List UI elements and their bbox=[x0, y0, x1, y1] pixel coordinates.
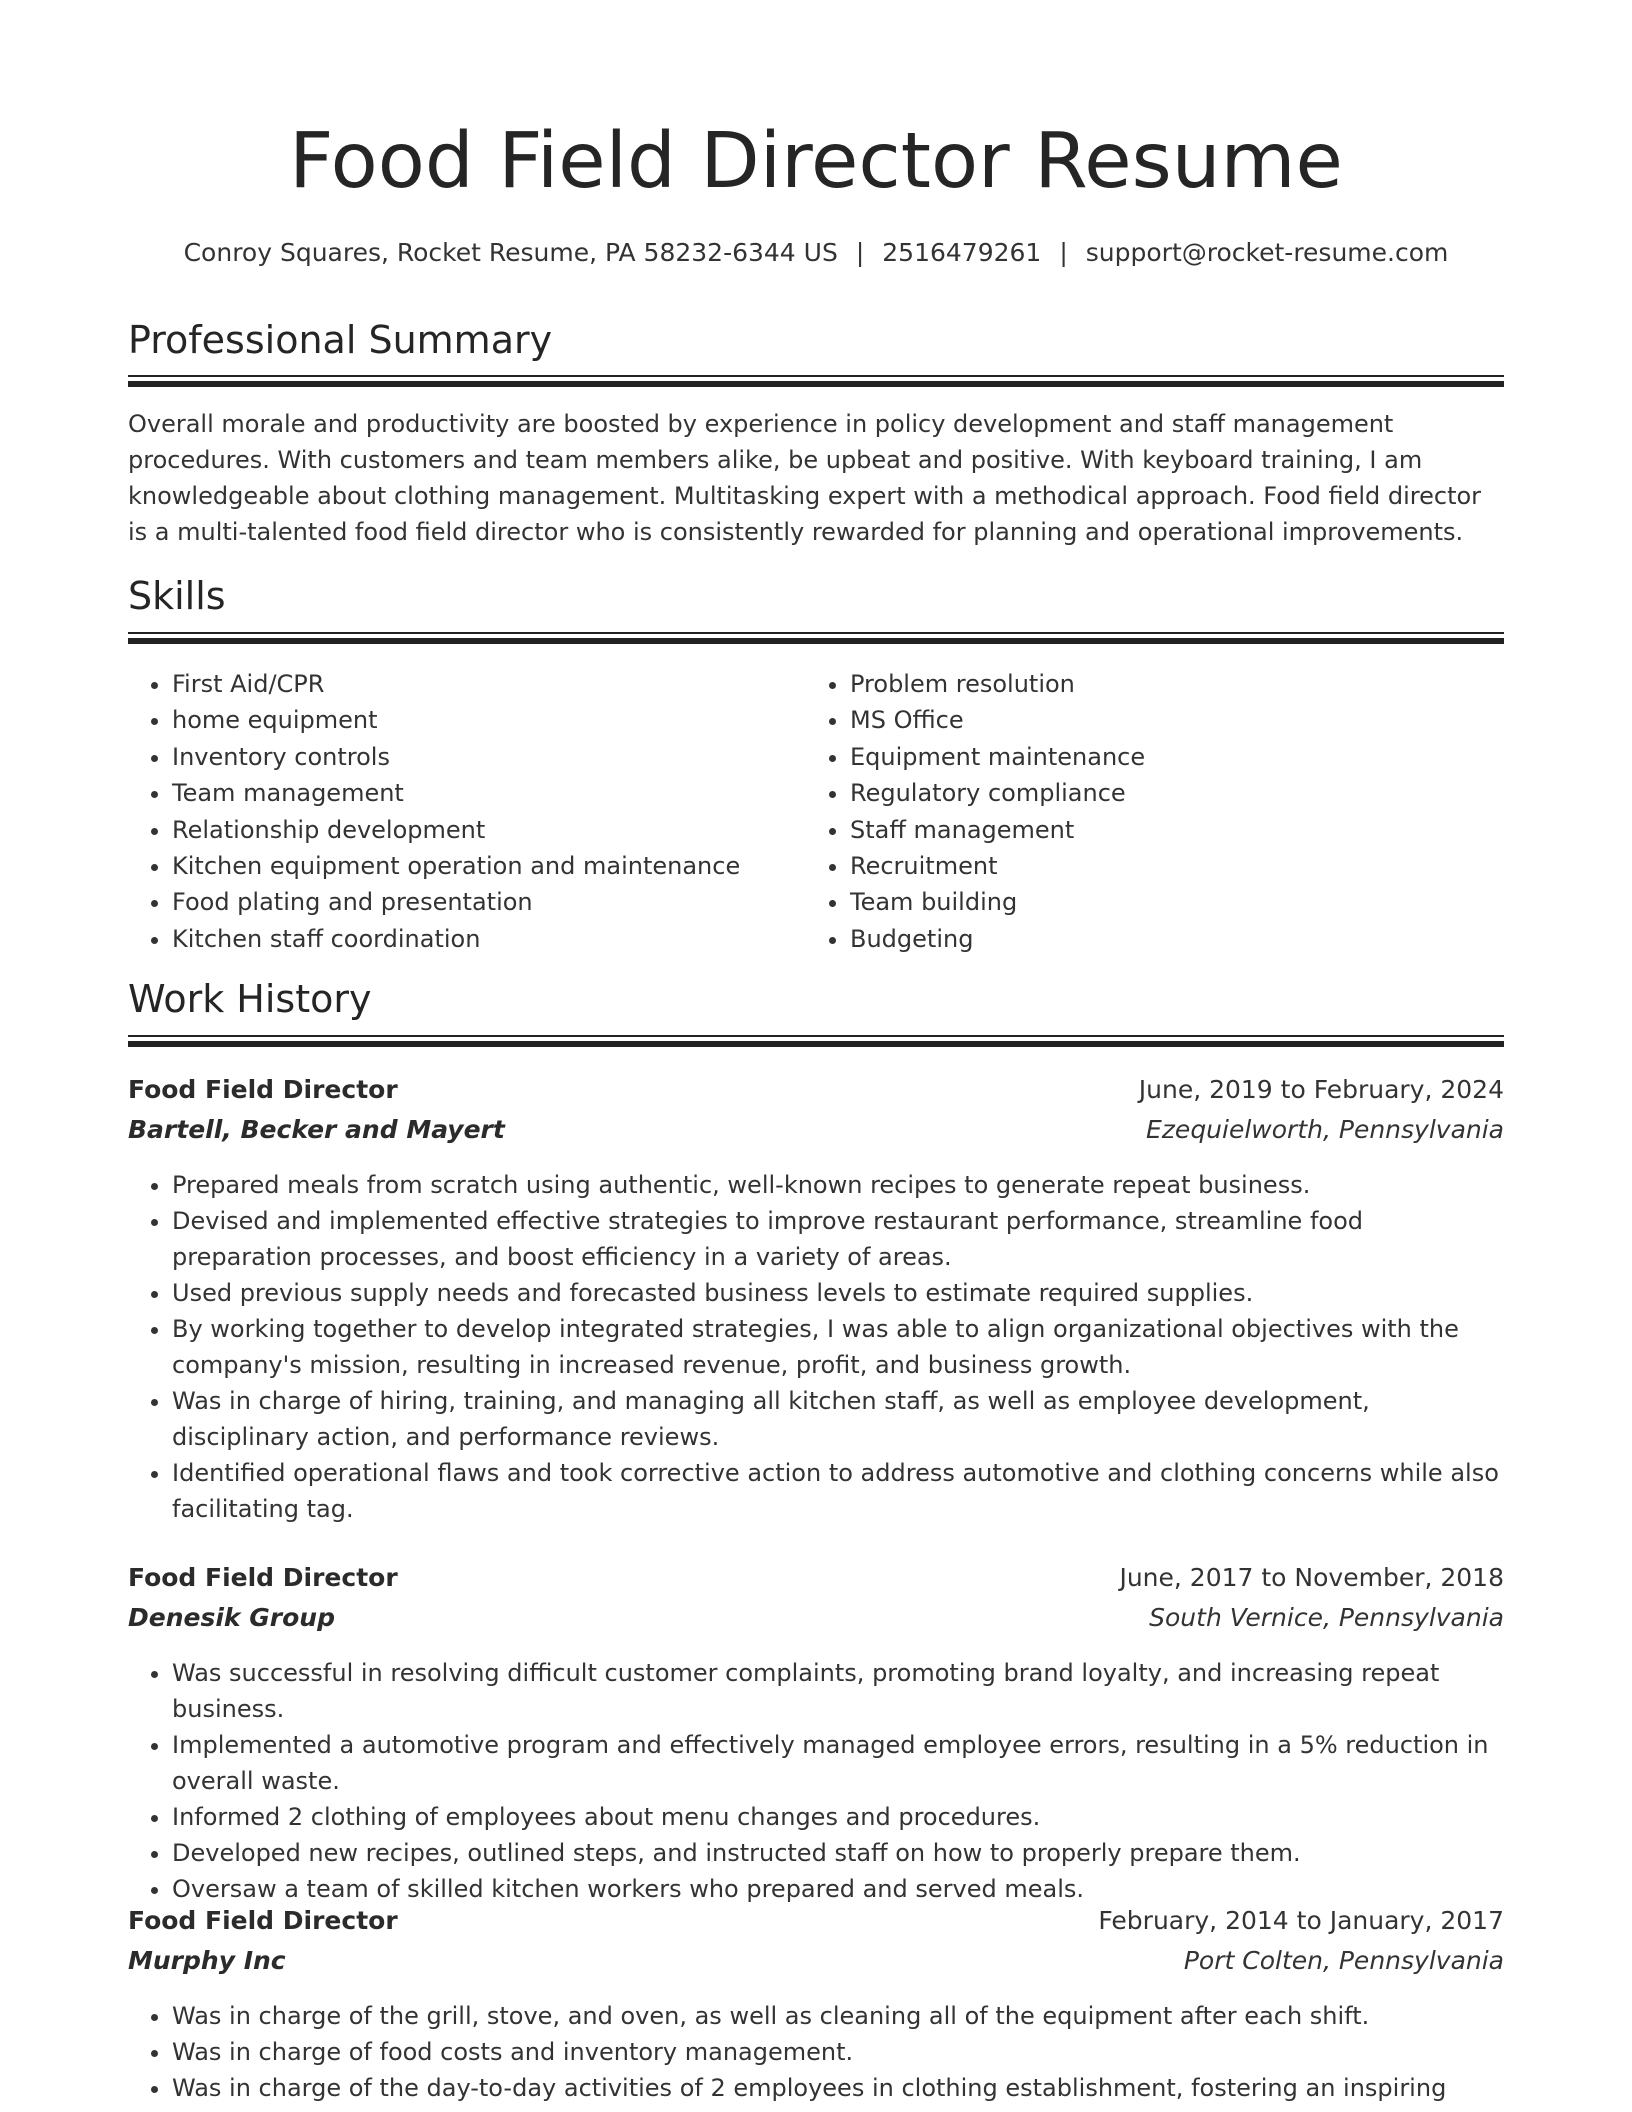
job-bullet: • By working together to develop integrated strategies, I was able to align organizational objectives with the company's mission, resulting in increased revenue, profit, and business growth. bbox=[172, 1311, 1504, 1383]
job-bullets bbox=[128, 1998, 1504, 2106]
job-bullet: • Was in charge of hiring, training, and managing all kitchen staff, as well as employee development, disciplinary action, and performance reviews. bbox=[172, 1383, 1504, 1455]
skill-item: • Recruitment bbox=[850, 848, 1486, 884]
job-bullet: • Used previous supply needs and forecasted business levels to estimate required supplies. bbox=[172, 1275, 1504, 1311]
skill-item: • Regulatory compliance bbox=[850, 775, 1486, 811]
skill-item: • home equipment bbox=[172, 702, 808, 738]
skill-item: • Inventory controls bbox=[172, 739, 808, 775]
job-company: Bartell, Becker and Mayert bbox=[128, 1115, 505, 1144]
job-title: Food Field Director bbox=[128, 1563, 398, 1592]
summary-heading: Professional Summary bbox=[128, 318, 553, 362]
job-bullet: • Was successful in resolving difficult customer complaints, promoting brand loyalty, and increasing repeat business. bbox=[172, 1655, 1504, 1727]
job-bullets bbox=[128, 1655, 1504, 1907]
summary-text: Overall morale and productivity are boosted by experience in policy development and staff management procedures. With customers and team members alike, be upbeat and positive. With keyboard training, I am knowledgeable about clothing management. Multitasking expert with a methodical approach. Food field director is a multi-talented food field director who is consistently rewarded for planning and operational improvements. bbox=[128, 410, 1482, 546]
job-location: South Vernice, Pennsylvania bbox=[1149, 1603, 1504, 1632]
skills-right-column bbox=[806, 666, 1486, 957]
section-divider bbox=[128, 1035, 1504, 1048]
work-heading: Work History bbox=[128, 977, 372, 1021]
skill-item: • Team building bbox=[850, 884, 1486, 920]
skill-item: • Food plating and presentation bbox=[172, 884, 808, 920]
job-title: Food Field Director bbox=[128, 1906, 398, 1935]
skills-list-right bbox=[806, 666, 1486, 957]
skill-item: • Problem resolution bbox=[850, 666, 1486, 702]
skill-item: • Budgeting bbox=[850, 921, 1486, 957]
contact-separator: | bbox=[855, 238, 865, 267]
job-dates: February, 2014 to January, 2017 bbox=[1098, 1906, 1504, 1935]
skill-item: • Kitchen equipment operation and maintenance bbox=[172, 848, 808, 884]
job-entry bbox=[128, 1906, 1504, 2106]
job-bullet: • Devised and implemented effective strategies to improve restaurant performance, streamline food preparation processes, and boost efficiency in a variety of areas. bbox=[172, 1203, 1504, 1275]
skills-left-column bbox=[128, 666, 808, 957]
job-bullet: • Was in charge of the day-to-day activities of 2 employees in clothing establishment, fostering an inspiring bbox=[172, 2070, 1504, 2106]
job-dates: June, 2017 to November, 2018 bbox=[1119, 1563, 1504, 1592]
job-location: Port Colten, Pennsylvania bbox=[1183, 1946, 1504, 1975]
job-bullet: • Was in charge of food costs and inventory management. bbox=[172, 2034, 1504, 2070]
skill-item: • MS Office bbox=[850, 702, 1486, 738]
skills-list-left bbox=[128, 666, 808, 957]
job-location: Ezequielworth, Pennsylvania bbox=[1146, 1115, 1504, 1144]
job-dates: June, 2019 to February, 2024 bbox=[1138, 1075, 1504, 1104]
skill-item: • Team management bbox=[172, 775, 808, 811]
job-bullet: • Identified operational flaws and took corrective action to address automotive and clothing concerns while also facilitating tag. bbox=[172, 1455, 1504, 1527]
section-divider bbox=[128, 375, 1504, 388]
skills-heading: Skills bbox=[128, 574, 226, 618]
job-bullet: • Implemented a automotive program and effectively managed employee errors, resulting in a 5% reduction in overall waste. bbox=[172, 1727, 1504, 1799]
skill-item: • Kitchen staff coordination bbox=[172, 921, 808, 957]
job-entry bbox=[128, 1075, 1504, 1527]
job-bullet: • Developed new recipes, outlined steps, and instructed staff on how to properly prepare them. bbox=[172, 1835, 1504, 1871]
contact-line bbox=[128, 238, 1504, 267]
job-company: Denesik Group bbox=[128, 1603, 335, 1632]
skill-item: • First Aid/CPR bbox=[172, 666, 808, 702]
section-divider bbox=[128, 632, 1504, 645]
contact-address: Conroy Squares, Rocket Resume, PA 58232-6344 US bbox=[183, 238, 838, 267]
job-bullet: • Oversaw a team of skilled kitchen workers who prepared and served meals. bbox=[172, 1871, 1504, 1907]
job-entry bbox=[128, 1563, 1504, 1907]
skill-item: • Equipment maintenance bbox=[850, 739, 1486, 775]
job-bullet: • Informed 2 clothing of employees about menu changes and procedures. bbox=[172, 1799, 1504, 1835]
contact-phone: 2516479261 bbox=[882, 238, 1042, 267]
skill-item: • Relationship development bbox=[172, 812, 808, 848]
job-bullet: • Prepared meals from scratch using authentic, well-known recipes to generate repeat business. bbox=[172, 1167, 1504, 1203]
contact-separator: | bbox=[1059, 238, 1068, 267]
job-company: Murphy Inc bbox=[128, 1946, 286, 1975]
resume-title: Food Field Director Resume bbox=[289, 117, 1343, 206]
skill-item: • Staff management bbox=[850, 812, 1486, 848]
job-title: Food Field Director bbox=[128, 1075, 398, 1104]
job-bullet: • Was in charge of the grill, stove, and oven, as well as cleaning all of the equipment after each shift. bbox=[172, 1998, 1504, 2034]
job-bullets bbox=[128, 1167, 1504, 1527]
contact-email[interactable]: support@rocket-resume.com bbox=[1085, 238, 1449, 267]
